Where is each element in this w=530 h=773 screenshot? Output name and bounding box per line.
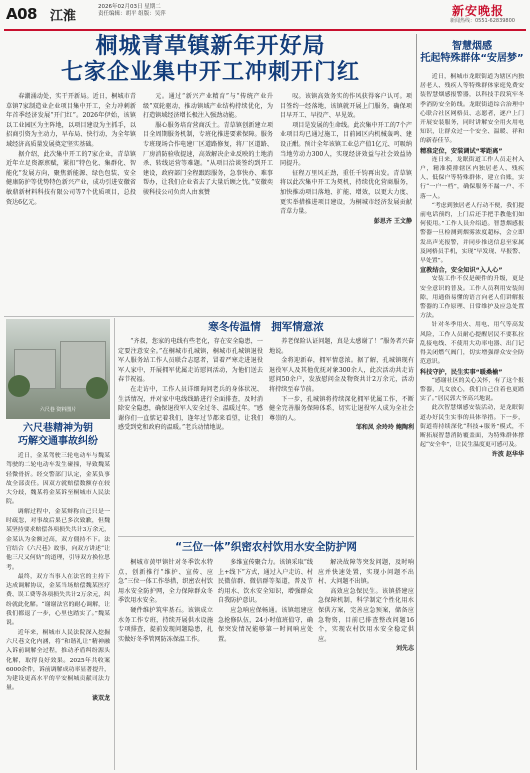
paragraph: “感谢社区的关心关怀，有了这个报警器，儿女放心，我们自己住着也更踏实了。”居民郭大爷高兴地说。	[420, 377, 524, 403]
news-photo	[6, 319, 110, 419]
paragraph: 叹。该镇高效务实的作风获得客户认可。项目签约一经落地，该镇就开展上门服务，确保项目早开工、早投产、早见效。	[280, 93, 412, 120]
subheading: 精准定位，安装调试“零距离”	[420, 147, 503, 155]
headline-line-1: 桐城青草镇新年开好局	[95, 34, 326, 59]
paragraph: 征程万里风正劲，重任千钧再出发。青草镇将以此次集中开工为契机，持续优化营商服务，加快推动项目落地、扩能、增效，以更大力度、更实举措推进项目建设，为桐城市经济发展贡献青草力量。	[280, 169, 412, 216]
paragraph: 最终，双方当事人在法官的主持下达成调解协议，金某当场赔偿魏某医疗费、误工费等各项损失共计2万余元，纠纷就此化解。“谢谢法官的耐心调解，让我们都退了一步，心里也踏实了。”魏某说。	[6, 573, 110, 627]
byline: 谈双龙	[91, 694, 110, 702]
sidebar-divider	[416, 34, 417, 770]
news-hotline: 新闻热线：0551-62839800	[450, 18, 515, 24]
page-header	[0, 0, 530, 30]
tree-shape	[86, 377, 108, 399]
issue-date: 2026年02月03日 星期二	[98, 4, 161, 10]
article-2-body	[6, 452, 110, 770]
paragraph: 连日来，龙眠街道工作人员走村入户，精准摸排辖区内独居老人、残疾人、低保户等特殊群体，建立台账，实行“一户一档”，确保服务不漏一户、不落一人。	[420, 156, 524, 200]
paragraph: 安装工作不仅是硬件的升级，更是安全意识的普及。工作人员利用安装间隙，用通俗易懂的语言向老人们讲解报警器的工作原理、日常维护及应急处置方法。	[420, 276, 524, 320]
article-4-col-a	[118, 558, 213, 770]
article-4-col-b	[218, 558, 313, 770]
paragraph: 在走访中，工作人员详细询问老兵的身体状况、生活情况，并对家中电线线路进行全面排查，及时消除安全隐患，确保退役军人安全过冬、温暖过年。“感谢你们一直惦记着我们，逢年过节都来看望，让我们感受到党和政府的温暖。”老兵动情地说。	[118, 385, 263, 432]
paragraph: “齐叔，您家的电线有些老化，存在安全隐患，一定要注意安全。”在桐城市孔城镇，桐城市孔城镇退役军人服务站工作人员联合志愿者，冒着严寒走进退役军人家中，开展拥军优属走访慰问活动，为他们送去春节祝福。	[118, 338, 263, 384]
paragraph: 近年来，桐城市人民法院深入挖掘六尺巷文化内涵，将“和谐礼让”精神融入诉前调解全过程，推动矛盾纠纷源头化解，取得良好效果。2025年共收案6000余件，诉前调解成功率显著提升，为建设更高水平的平安桐城贡献司法力量。	[6, 629, 110, 692]
paragraph: 养老保险认证问题，真是太感谢了！”服务者兴奋地说。	[269, 338, 414, 355]
paragraph: 项目是发展的生命线。此次集中开工的7个产业项目均已通过施工，目前园区内机械轰鸣、建设正酣。预计全年该镇工业总产值1亿元、可吸纳当地劳动力300人，实现经济效益与社会效益协同提升。	[280, 121, 412, 168]
lead-headline	[4, 34, 417, 86]
title-line-1: 智慧烟感	[452, 41, 492, 52]
byline: 许波 赵华华	[491, 451, 524, 459]
paragraph: 元。通过“新兴产业精育”与“传统产业升级”双轮驱动，推动镇域产业结构持续优化，为打造镇域经济增长极注入强劲动能。	[143, 93, 273, 120]
subheading: 宣教结合，安全知识“入人心”	[420, 267, 503, 275]
paragraph: 此次智慧烟感安装活动，是龙眠街道办好民生实事的具体举措。下一步，街道将持续深化“科技+服务”模式，不断拓展智慧消防覆盖面，为特殊群体撑起“安全伞”，让民生温度更可感可及。	[420, 405, 524, 449]
paragraph: 调解过程中，金某辩称自己只是一时疏忽，对事故后果已多次致歉，但魏某坚持要求赔偿各项损失共计3万余元，金某认为金额过高，双方僵持不下。法官结合《六尺巷》故事，向双方讲述“让他三尺又何妨”的道理，引导双方换位思考。	[6, 508, 110, 571]
paragraph: 据介绍，此次集中开工的7家企业，青草镇近年立足资源禀赋，紧扣“特色化、集群化、智能化”发展方向，聚焦新能源、绿色包装、安全健康防护等优势特色新兴产业，成功引进安徽省敏鼎新材料科技有限公司等7个优质项目，总投资达6亿元。	[6, 150, 136, 206]
sidebar-body	[420, 73, 524, 769]
paragraph: 多维宣传聚合力。该镇采取“线上+线下”方式，通过入户走访、村民微信群、微信群等渠道，普及节约用水、饮水安全知识，增强群众自我防护意识。	[218, 559, 313, 605]
article-3-col-b	[269, 337, 414, 532]
lead-article-col-3	[280, 92, 412, 314]
title-line-2: 巧解交通事故纠纷	[18, 436, 98, 447]
newspaper-logo: 新安晚报	[452, 4, 505, 18]
article-4-title: “三位一体”织密农村饮用水安全防护网	[175, 541, 357, 553]
paragraph: 近日，金某驾驶三轮电动车与魏某驾驶的二轮电动车发生碰撞，导致魏某轻微骨折。经交警部门认定，金某负事故全部责任。因双方就赔偿数额存在较大分歧，魏某将金某诉至桐城市人民法院。	[6, 453, 110, 506]
lead-article-col-1	[6, 92, 136, 314]
editor-credit: 责任编辑：胡平 组版：吴萍	[98, 11, 166, 17]
section-divider	[118, 536, 414, 537]
article-4-col-c	[318, 558, 414, 770]
lead-article-col-2	[143, 92, 273, 314]
paragraph: 解决故障等突发问题，及时响应并快速处置，实现小问题不出村、大问题不出镇。	[318, 559, 414, 586]
paragraph: 应急响应保畅通。该镇组建应急抢修队伍，24小时值班值守，确保突发情况能够第一时间响应处置。	[218, 606, 313, 643]
headline-line-2: 七家企业集中开工冲刺开门红	[60, 60, 360, 85]
article-3-col-a	[118, 337, 263, 532]
paragraph: 硬件维护筑牢基石。该镇成立水务工作专班，持续开展供水设施专项排查，提前发现问题隐患，扎实做好冬季管网防冻保温工作。	[118, 606, 213, 643]
section-name: 江淮	[50, 9, 77, 24]
article-2-title	[6, 422, 110, 448]
paragraph: 春潮涌动处，实干开新局。近日，桐城市青草镇7家制造业企业项目集中开工，全力冲刺新年首季经济发展“开门红”。2026年伊始，该镇以工业园区为主阵地，以项目建设为主抓手，以招商引资为主动力，早布局、快行动，为全年镇域经济高质量发展奠定坚实基础。	[6, 93, 136, 148]
byline: 刘先志	[395, 645, 414, 653]
sidebar-article	[418, 31, 526, 773]
paragraph: 近日，桐城市龙眠街道为辖区内独居老人、残疾人等特殊群体家庭免费安装智慧烟感报警器，以科技手段筑牢冬季消防安全防线。龙眠街道综合治理中心联合社区网格员、志愿者，逐户上门开展安装服务，同时讲解安全用火用电知识，让群众过一个安全、温暖、祥和的新春佳节。	[420, 74, 524, 145]
column-divider	[114, 318, 115, 770]
title-line-1: 六尺巷精神为钥	[23, 423, 93, 434]
byline: 邹和凤 余玲玲 鲍陶利	[355, 424, 414, 432]
paragraph: 针对冬季用火、用电、用气等高发风险，工作人员耐心提醒居民不要私拉乱接电线、不使用大功率电器、出门记得关闭燃气阀门，切实增强群众安全防范意识。	[420, 322, 524, 366]
title-line-2: 托起特殊群体“安居梦”	[420, 53, 524, 64]
photo-caption: 六尺巷 资料图片	[39, 407, 77, 413]
article-3-title: 寒冬传温情 拥军情意浓	[208, 321, 324, 333]
paragraph: “考虑到独居老人行动不便，我们提前电话预约，上门后还手把手教他们如何使用。”工作人员介绍道。智慧烟感报警器一旦检测到烟雾浓度超标，会立即发出声光报警，并同步推送信息至家属及网格员手机，实现“早发现、早报警、早处置”。	[420, 202, 524, 265]
paragraph: 服心服务培育营商沃土。青草镇创新建立项目全周期服务机制，专班化推进要素保障。服务专班现场合作电建厂区道路修复，将厂区道路、厂房消防验收提速，高效解决企业反映的土地消杀、转线运营等难题。“从项目洽谈签约到开工建设，政府部门全程跟踪服务，急事快办、难事帮办，让我们企业省去了大量后顾之忧。”安徽奕骏科技公司负责人由衷赞	[143, 121, 273, 196]
paragraph: 下一步，孔城镇将持续深化拥军优属工作，不断健全完善服务保障体系，切实让退役军人成为全社会尊崇的人。	[269, 395, 414, 422]
paragraph: 桐城市黄甲镇针对冬季饮水特点，创新推行“维护、宣传、应急”三位一体工作举措，织密农村饮用水安全防护网，全力保障群众冬季饮用水安全。	[118, 559, 213, 605]
issue-meta	[98, 4, 166, 18]
byline: 彭思齐 王文静	[373, 217, 412, 225]
sidebar-title	[418, 41, 526, 65]
tree-shape	[8, 375, 30, 397]
page-number: A08	[6, 5, 37, 23]
subheading: 科技守护，民生实事“暖桑榆”	[420, 368, 503, 376]
paragraph: 高效应急保民生。该镇搭建应急保障机制，科学制定个性化用水保供方案，完善应急预案，储备应急物资，目前已排查整改问题16个，实现农村饮用水安全稳定供应。	[318, 587, 414, 643]
paragraph: 金将迎新春，拥军情意浓。据了解，孔城镇现有退役军人及其他优抚对象300余人，此次活动共走访慰问50余户，发放慰问金及物资共计2万余元，活动将持续至春节前。	[269, 357, 414, 393]
section-divider	[4, 316, 414, 317]
